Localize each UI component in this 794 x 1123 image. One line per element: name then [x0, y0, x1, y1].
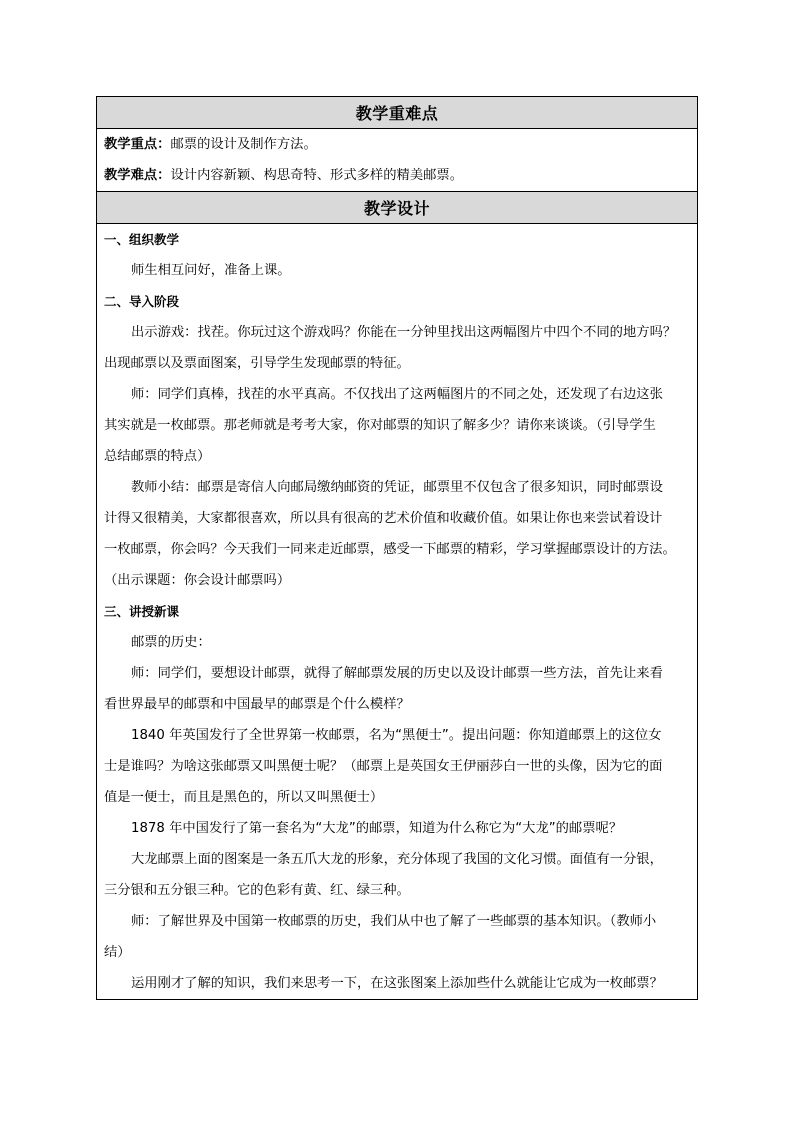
paragraph-line: 计得又很精美，大家都很喜欢，所以具有很高的艺术价值和收藏价值。如果让你也来尝试着设计 — [104, 511, 663, 526]
section-heading: 一、组织教学 — [104, 232, 180, 247]
paragraph-line: 士是谁吗？为啥这张邮票又叫黑便士呢？（邮票上是英国女王伊丽莎白一世的头像，因为它的面 — [104, 759, 663, 774]
difficult-point-text: 设计内容新颖、构思奇特、形式多样的精美邮票。 — [170, 168, 464, 183]
paragraph-line: 1878 年中国发行了第一套名为“大龙”的邮票，知道为什么称它为“大龙”的邮票呢？ — [131, 821, 623, 836]
design-section-title: 教学设计 — [97, 192, 697, 224]
paragraph-line: 教师小结：邮票是寄信人向邮局缴纳邮资的凭证，邮票里不仅包含了很多知识，同时邮票设 — [131, 480, 663, 495]
paragraph-line: （出示课题：你会设计邮票吗） — [104, 573, 291, 588]
design-section-body — [97, 224, 697, 999]
paragraph-line: 师生相互问好，准备上课。 — [131, 263, 291, 278]
paragraph-line: 值是一便士，而且是黑色的，所以又叫黑便士） — [104, 790, 384, 805]
paragraph-line: 1840 年英国发行了全世界第一枚邮票，名为“黑便士”。提出问题：你知道邮票上的这位女 — [131, 728, 662, 743]
key-point-text: 邮票的设计及制作方法。 — [170, 137, 317, 152]
paragraph-line: 邮票的历史： — [131, 635, 211, 650]
lesson-plan-table — [96, 96, 698, 1000]
paragraph-line: 看世界最早的邮票和中国最早的邮票是个什么模样？ — [104, 697, 410, 712]
paragraph-line: 总结邮票的特点） — [104, 449, 211, 464]
difficulty-section-body — [97, 129, 697, 192]
paragraph-line: 师：同学们，要想设计邮票，就得了解邮票发展的历史以及设计邮票一些方法，首先让来看 — [131, 666, 663, 681]
paragraph-line: 大龙邮票上面的图案是一条五爪大龙的形象，充分体现了我国的文化习惯。面值有一分银， — [131, 852, 663, 867]
paragraph-line: 三分银和五分银三种。它的色彩有黄、红、绿三种。 — [104, 883, 410, 898]
paragraph-line: 一枚邮票，你会吗？今天我们一同来走近邮票，感受一下邮票的精彩，学习掌握邮票设计的方法。 — [104, 542, 676, 557]
paragraph-line: 运用刚才了解的知识，我们来思考一下，在这张图案上添加些什么就能让它成为一枚邮票？ — [131, 976, 663, 991]
paragraph-line: 师：同学们真棒，找茬的水平真高。不仅找出了这两幅图片的不同之处，还发现了右边这张 — [131, 387, 663, 402]
paragraph-line: 出示游戏：找茬。你玩过这个游戏吗？你能在一分钟里找出这两幅图片中四个不同的地方吗？ — [131, 325, 677, 340]
paragraph-line: 结） — [104, 945, 131, 960]
paragraph-line: 其实就是一枚邮票。那老师就是考考大家，你对邮票的知识了解多少？请你来谈谈。（引导学生 — [104, 418, 656, 433]
difficult-point-label: 教学难点： — [104, 168, 171, 183]
paragraph-line: 师：了解世界及中国第一枚邮票的历史，我们从中也了解了一些邮票的基本知识。（教师小 — [131, 914, 657, 929]
key-point-row — [97, 129, 697, 160]
key-point-label: 教学重点： — [104, 137, 171, 152]
difficult-point-row — [97, 160, 697, 191]
section-heading: 二、导入阶段 — [104, 294, 180, 309]
paragraph-line: 出现邮票以及票面图案，引导学生发现邮票的特征。 — [104, 356, 410, 371]
difficulty-section-title: 教学重难点 — [97, 97, 697, 129]
section-heading: 三、讲授新课 — [104, 604, 180, 619]
